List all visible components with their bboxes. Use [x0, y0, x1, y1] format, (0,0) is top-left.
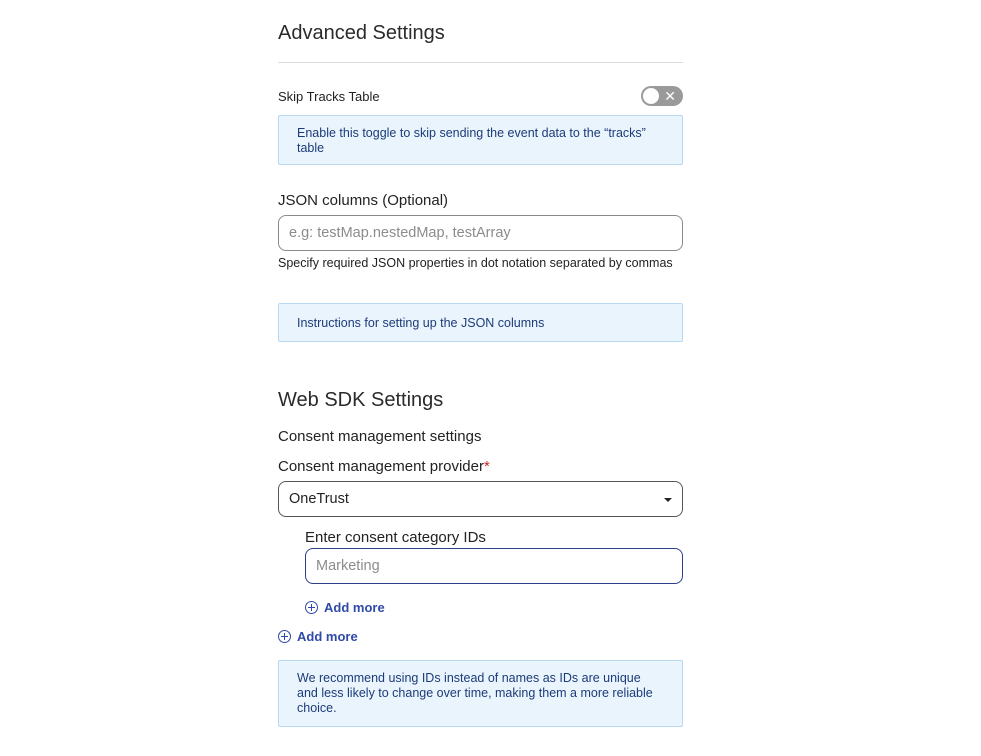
add-circle-icon — [305, 601, 318, 614]
advanced-settings-title: Advanced Settings — [278, 22, 445, 44]
json-columns-helper: Specify required JSON properties in dot notation separated by commas — [278, 256, 673, 270]
json-columns-label: JSON columns (Optional) — [278, 192, 449, 209]
json-columns-input[interactable] — [278, 215, 683, 251]
toggle-knob — [643, 88, 659, 104]
add-circle-icon — [278, 630, 291, 643]
provider-select[interactable] — [278, 481, 683, 517]
skip-tracks-info: Enable this toggle to skip sending the event data to the “tracks” table — [278, 115, 683, 165]
consent-info: We recommend using IDs instead of names as IDs are unique and less likely to change over time, making them a more reliable choice. — [278, 660, 683, 727]
provider-label — [278, 458, 490, 475]
required-mark: * — [483, 458, 490, 475]
section-divider — [278, 62, 683, 63]
close-icon: ✕ — [664, 88, 676, 104]
consent-heading: Consent management settings — [278, 428, 482, 445]
skip-tracks-label: Skip Tracks Table — [278, 89, 380, 104]
add-more-provider-label: Add more — [297, 629, 358, 644]
json-columns-instructions: Instructions for setting up the JSON columns — [278, 303, 683, 342]
provider-label-text: Consent management provider — [278, 458, 484, 475]
skip-tracks-toggle[interactable] — [641, 86, 683, 106]
category-id-input[interactable] — [305, 548, 683, 584]
add-more-category-label: Add more — [324, 600, 385, 615]
chevron-down-icon — [664, 498, 672, 502]
add-more-provider-button[interactable] — [278, 629, 358, 644]
provider-select-value: OneTrust — [289, 491, 349, 507]
web-sdk-title: Web SDK Settings — [278, 389, 444, 411]
category-label: Enter consent category IDs — [305, 529, 486, 546]
add-more-category-button[interactable] — [305, 600, 385, 615]
